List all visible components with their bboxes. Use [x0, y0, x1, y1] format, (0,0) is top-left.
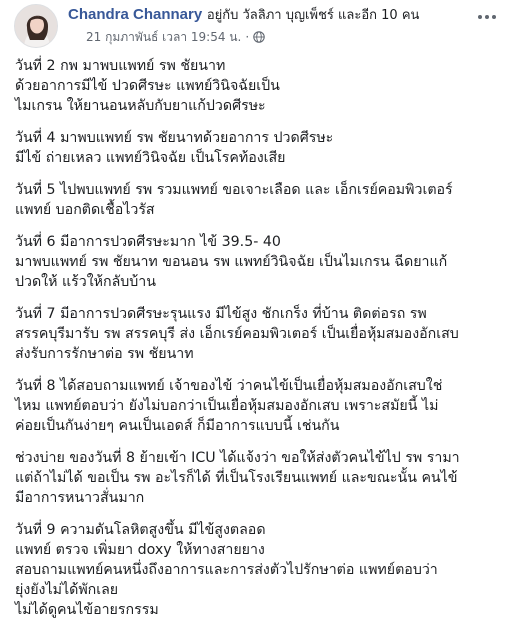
post-line: วันที่ 7 มีอาการปวดศีรษะรุนแรง มีไข้สูง ชักเกร็ง ที่บ้าน ติดต่อรถ รพ: [15, 306, 427, 322]
globe-icon[interactable]: [253, 31, 265, 43]
post-line: วันที่ 6 มีอาการปวดศีรษะมาก ไข้ 39.5- 40: [15, 234, 281, 250]
post-paragraph: [15, 128, 503, 168]
post-line: แพทย์ บอกติดเชื้อไวรัส: [15, 202, 155, 218]
post-line: วันที่ 5 ไปพบแพทย์ รพ รวมแพทย์ ขอเจาะเลือด และ เอ็กเรย์คอมพิวเตอร์: [15, 182, 453, 198]
post-paragraph: [15, 304, 503, 364]
post-line: ปวดให้ แร้วให้กลับบ้าน: [15, 274, 156, 290]
tagged-people-link[interactable]: อยู่กับ วัลลิภา บุญเพ็ชร์ และอีก 10 คน: [206, 8, 420, 23]
post-line: ช่วงบ่าย ของวันที่ 8 ย้ายเข้า ICU ได้แจ้งว่า ขอให้ส่งตัวคนไข้ไป รพ รามา: [15, 450, 460, 466]
post-header: [0, 0, 510, 56]
post-line: ส่งรับการรักษาต่อ รพ ชัยนาท: [15, 346, 194, 362]
post-line: ไหม แพทย์ตอบว่า ยังไม่บอกว่าเป็นเยื่อหุ้มสมองอักเสบ เพราะสมัยนี้ ไม่: [15, 398, 439, 414]
post-line: ด้วยอาการมีไข้ ปวดศีรษะ แพทย์วินิจฉัยเป็น: [15, 78, 280, 94]
post-line: มีไข้ ถ่ายเหลว แพทย์วินิจฉัย เป็นโรคท้องเสีย: [15, 150, 286, 166]
post-line: วันที่ 4 มาพบแพทย์ รพ ชัยนาทด้วยอาการ ปวดศีรษะ: [15, 130, 334, 146]
post-meta: [86, 29, 265, 45]
post-line: แต่ถ้าไม่ได้ ขอเป็น รพ อะไรก็ได้ ที่เป็นโรงเรียนแพทย์ และขณะนั้น คนไข้: [15, 470, 458, 486]
post-line: แพทย์ ตรวจ เพิ่มยา doxy ให้ทางสายยาง: [15, 542, 265, 558]
post-line: ไมเกรน ให้ยานอนหลับกับยาแก้ปวดศีรษะ: [15, 98, 266, 114]
post-paragraph: [15, 232, 503, 292]
more-options-icon[interactable]: [474, 8, 500, 26]
post-line: วันที่ 2 กพ มาพบแพทย์ รพ ชัยนาท: [15, 58, 226, 74]
post-line: มาพบแพทย์ รพ ชัยนาท ขอนอน รพ แพทย์วินิจฉัย เป็นไมเกรน ฉีดยาแก้: [15, 254, 448, 270]
post-paragraph: [15, 520, 503, 620]
profile-photo: [15, 5, 58, 48]
post-line: สรรคบุรีมารับ รพ สรรคบุรี ส่ง เอ็กเรย์คอมพิวเตอร์ เป็นเยื่อหุ้มสมองอักเสบ: [15, 326, 459, 342]
post-line: สอบถามแพทย์คนหนึ่งถึงอาการและการส่งตัวไปรักษาต่อ แพทย์ตอบว่า: [15, 562, 438, 578]
meta-separator: ·: [245, 30, 250, 44]
post-line: มีอาการหนาวสั่นมาก: [15, 490, 145, 506]
avatar[interactable]: [14, 4, 58, 48]
post-line: ไม่ได้ดูคนไข้อายรกรรม: [15, 602, 159, 618]
post-line: วันที่ 9 ความดันโลหิตสูงขึ้น มีไข้สูงตลอด: [15, 522, 266, 538]
post-attribution: [68, 6, 468, 25]
post-paragraph: [15, 448, 503, 508]
poster-name-link[interactable]: Chandra Channary: [68, 6, 203, 23]
post-paragraph: [15, 180, 503, 220]
post-paragraph: [15, 56, 503, 116]
post-line: ยุ่งยังไม่ได้พักเลย: [15, 582, 119, 598]
post-paragraph: [15, 376, 503, 436]
post-timestamp-link[interactable]: 21 กุมภาพันธ์ เวลา 19:54 น.: [86, 30, 242, 44]
post-line: วันที่ 8 ได้สอบถามแพทย์ เจ้าของไข้ ว่าคนไข้เป็นเยื่อหุ้มสมองอักเสบใช่: [15, 378, 443, 394]
post-line: ค่อยเป็นกันง่ายๆ คนเป็นเอดส์ ก็มีอาการแบบนี้ เช่นกัน: [15, 418, 340, 434]
post-text: [15, 56, 503, 620]
